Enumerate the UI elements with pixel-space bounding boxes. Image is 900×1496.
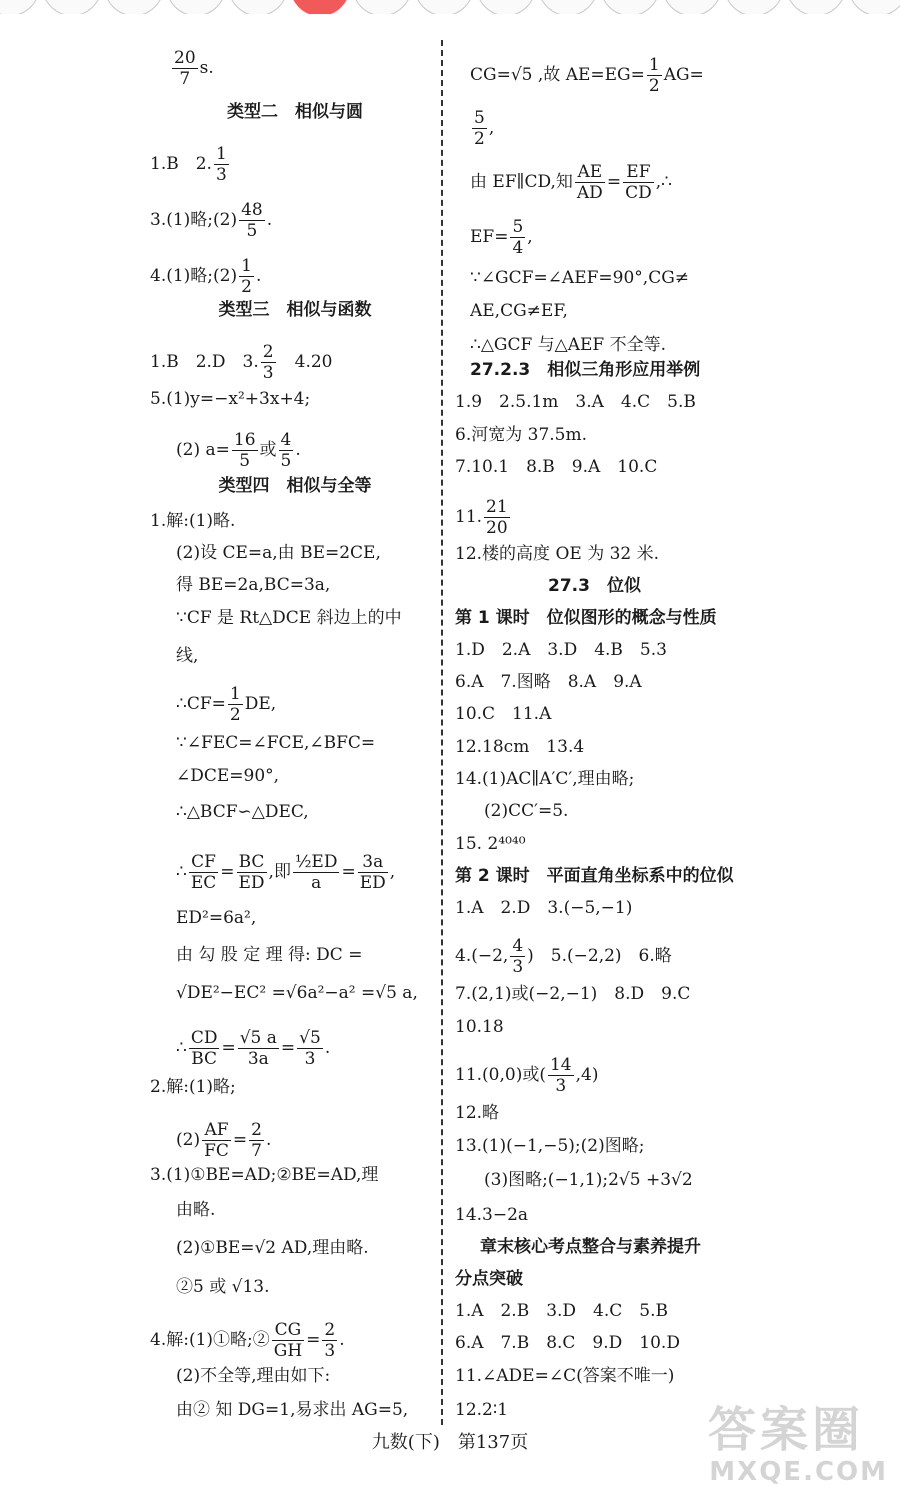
section-heading: 27.2.3 相似三角形应用举例 [470,360,701,380]
answer-line: (2)①BE=√2 AD,理由略. [176,1238,369,1258]
answer-line: 14.(1)AC∥A′C′,理由略; [455,769,635,789]
answer-line: 11.(0,0)或( $\frac{14}{3}$ ,4) [455,1055,599,1096]
answer-line: 1.解:(1)略. [150,511,236,531]
answer-line: 7.10.1 8.B 9.A 10.C [455,457,658,477]
decor-circle [662,0,722,14]
answer-line: 4.解:(1)①略;② $\frac{CG}{GH}$ = $\frac{2}{3}$ . [150,1320,345,1361]
answer-line: 12.略 [455,1103,500,1123]
decor-circle [848,0,900,14]
answer-line: 1.B 2. $\frac{1}{3}$ [150,144,227,185]
answer-line: ∠DCE=90°, [176,766,280,786]
answer-line: 由② 知 DG=1,易求出 AG=5, [176,1400,409,1420]
answer-line: 12.2∶1 [455,1400,509,1420]
fraction: $\frac{5}{2}$ [474,108,485,149]
column-divider [441,40,443,1425]
answer-line: 10.C 11.A [455,704,552,724]
answer-line: 10.18 [455,1017,504,1037]
decor-circle [228,0,288,14]
lesson-heading: 第 1 课时 位似图形的概念与性质 [455,608,717,628]
answer-line: 11.∠ADE=∠C(答案不唯一) [455,1366,675,1386]
section-heading: 类型三 相似与函数 [218,300,372,320]
answer-line: (2) a= $\frac{16}{5}$ 或 $\frac{4}{5}$ . [176,430,301,471]
fraction: $\frac{2}{3}$ [324,1320,336,1361]
watermark-logo: 答案圈 MXQE.COM [708,1402,888,1487]
decor-circle [42,0,102,14]
answer-line: 14.3−2a [455,1205,529,1225]
fraction: $\frac{2}{7}$ [251,1120,262,1161]
fraction: $\frac{1}{2}$ [241,256,252,297]
answer-line: 2.解:(1)略; [150,1077,236,1097]
answer-line: 1.9 2.5.1m 3.A 4.C 5.B [455,392,696,412]
fraction: $\frac{21}{20}$ [486,497,508,538]
lesson-heading: 第 2 课时 平面直角坐标系中的位似 [455,866,734,886]
answer-line: $\frac{5}{2}$ , [474,108,495,149]
decor-circle [166,0,226,14]
answer-line: (2)不全等,理由如下: [176,1366,331,1386]
answer-line: 1.D 2.A 3.D 4.B 5.3 [455,640,667,660]
answer-line: 6.A 7.图略 8.A 9.A [455,672,642,692]
answer-line: ∴ $\frac{CF}{EC}$ = $\frac{BC}{ED}$ ,即 $\frac{\text{½ED}}{a}$ = $\frac{3a}{ED}$ , [176,852,396,893]
decor-circle [352,0,412,14]
section-heading: 分点突破 [455,1269,523,1289]
fraction: $\frac{EF}{CD}$ [625,162,652,203]
answer-line: 得 BE=2a,BC=3a, [176,575,331,595]
fraction: $\frac{1}{2}$ [229,684,241,725]
answer-line: 3.(1)①BE=AD;②BE=AD,理 [150,1165,379,1185]
fraction: $\frac{CF}{EC}$ [190,852,217,893]
section-heading: 27.3 位似 [548,576,641,596]
decor-circle [600,0,660,14]
answer-line: ED²=6a², [176,908,257,928]
answer-line: 由 勾 股 定 理 得: DC = [176,945,363,965]
answer-line: ②5 或 √13. [176,1277,270,1297]
answer-line: ∵∠GCF=∠AEF=90°,CG≠ [470,268,690,288]
section-heading: 章末核心考点整合与素养提升 [480,1237,701,1257]
answer-line: (3)图略;(−1,1);2√5 +3√2 [484,1170,693,1190]
answer-line: (2) $\frac{AF}{FC}$ = $\frac{2}{7}$ . [176,1120,272,1161]
decor-circle [724,0,784,14]
answer-line: $\frac{20}{7}$ s. [174,48,214,89]
answer-line: EF= $\frac{5}{4}$ , [470,217,533,258]
fraction: $\frac{5}{4}$ [512,217,524,258]
fraction: $\frac{BC}{ED}$ [238,852,265,893]
page-footer: 九数(下) 第137页 [371,1432,529,1453]
decor-circle [538,0,598,14]
answer-line: 12.18cm 13.4 [455,737,585,757]
fraction: $\frac{AF}{FC}$ [204,1120,229,1161]
fraction: $\frac{CD}{BC}$ [190,1028,218,1069]
answer-line: 5.(1)y=−x²+3x+4; [150,389,311,409]
answer-line: (2)CC′=5. [484,801,569,821]
section-heading: 类型四 相似与全等 [218,476,372,496]
fraction: $\frac{3a}{ED}$ [359,852,386,893]
fraction: $\frac{√5 a}{3a}$ [239,1028,277,1069]
answer-line: 3.(1)略;(2) $\frac{48}{5}$ . [150,200,273,241]
answer-line: CG=√5 ,故 AE=EG= $\frac{1}{2}$ AG= [470,55,704,96]
fraction: $\frac{48}{5}$ [241,200,263,241]
answer-line: 4.(−2, $\frac{4}{3}$ ) 5.(−2,2) 6.略 [455,936,672,977]
answer-line: ∵CF 是 Rt△DCE 斜边上的中 [176,608,402,628]
fraction: $\frac{4}{5}$ [280,430,292,471]
answer-line: ∴CF= $\frac{1}{2}$ DE, [176,684,277,725]
answer-line: ∵∠FEC=∠FCE,∠BFC= [176,733,376,753]
fraction: $\frac{20}{7}$ [174,48,196,89]
top-decoration [0,0,900,14]
answer-line: 6.A 7.B 8.C 9.D 10.D [455,1333,680,1353]
answer-line: 由 EF∥CD,知 $\frac{AE}{AD}$ = $\frac{EF}{CD}$ ,∴ [470,162,672,203]
answer-line: AE,CG≠EF, [470,301,568,321]
answer-line: 1.A 2.B 3.D 4.C 5.B [455,1301,668,1321]
fraction: $\frac{2}{3}$ [262,342,274,383]
answer-line: 15. 2⁴⁰⁴⁰ [455,834,526,854]
section-heading: 类型二 相似与圆 [227,102,363,122]
decor-circle [0,0,40,14]
fraction: $\frac{CG}{GH}$ [273,1320,303,1361]
decor-circle [476,0,536,14]
answer-line: 由略. [176,1200,216,1220]
answer-line: 1.B 2.D 3. $\frac{2}{3}$ 4.20 [150,342,333,383]
decor-circle-red [290,0,350,14]
fraction: $\frac{4}{3}$ [512,936,524,977]
answer-line: 6.河宽为 37.5m. [455,425,587,445]
answer-line: (2)设 CE=a,由 BE=2CE, [176,543,381,563]
fraction: $\frac{1}{3}$ [215,144,227,185]
decor-circle [414,0,474,14]
decor-circle [104,0,164,14]
answer-line: ∴ $\frac{CD}{BC}$ = $\frac{√5 a}{3a}$ = $\frac{√5}{3}$ . [176,1028,331,1069]
fraction: $\frac{\text{½ED}}{a}$ [294,852,338,893]
answer-line: 4.(1)略;(2) $\frac{1}{2}$ . [150,256,262,297]
answer-line: 线, [176,646,199,666]
answer-line: 1.A 2.D 3.(−5,−1) [455,898,633,918]
fraction: $\frac{16}{5}$ [233,430,256,471]
answer-line: 12.楼的高度 OE 为 32 米. [455,544,660,564]
answer-line: ∴△BCF∽△DEC, [176,802,309,822]
answer-line: ∴△GCF 与△AEF 不全等. [470,335,667,355]
fraction: $\frac{14}{3}$ [549,1055,572,1096]
fraction: $\frac{AE}{AD}$ [576,162,603,203]
fraction: $\frac{1}{2}$ [648,55,660,96]
decor-circle [786,0,846,14]
answer-line: 11. $\frac{21}{20}$ [455,497,508,538]
answer-line: 7.(2,1)或(−2,−1) 8.D 9.C [455,984,691,1004]
fraction: $\frac{√5}{3}$ [299,1028,321,1069]
answer-line: 13.(1)(−1,−5);(2)图略; [455,1136,645,1156]
answer-line: √DE²−EC² =√6a²−a² =√5 a, [176,983,418,1003]
